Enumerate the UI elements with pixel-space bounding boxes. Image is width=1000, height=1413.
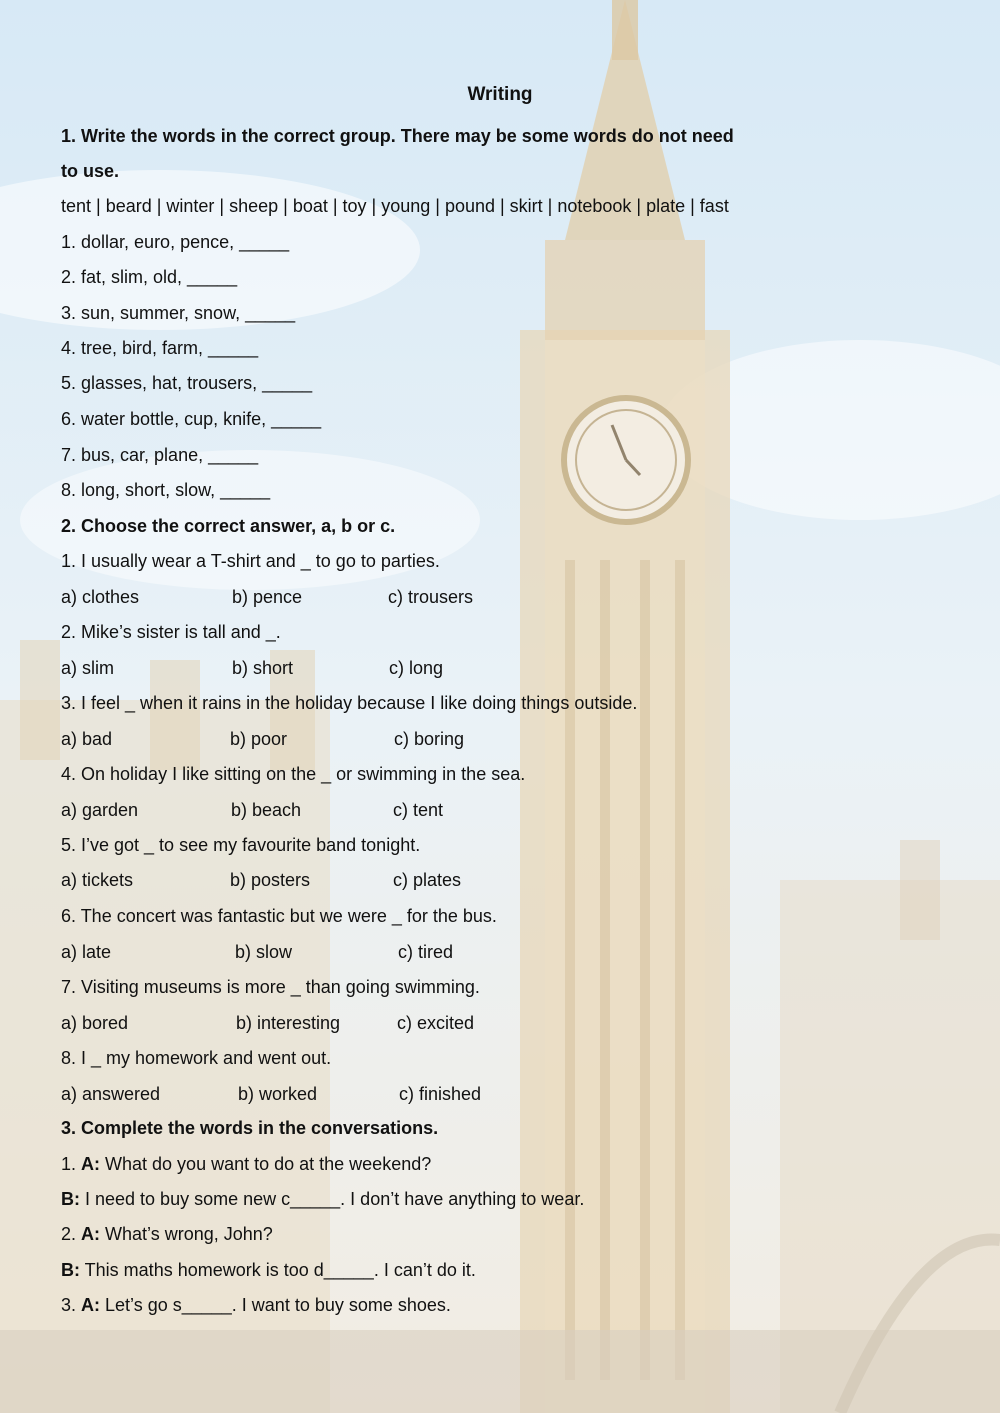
s3-line-5-speaker: A: <box>81 1295 101 1315</box>
section1-heading-line2: to use. <box>61 161 120 181</box>
s2-q1-option-c: c) trousers <box>388 587 474 607</box>
s1-item-7: 7. bus, car, plane, _____ <box>61 445 259 465</box>
s3-line-3 <box>61 1222 273 1246</box>
word-bank: tent | beard | winter | sheep | boat | toy | young | pound | skirt | notebook | plate | fast <box>61 196 729 216</box>
s2-q3-option-b: b) poor <box>230 729 288 749</box>
s3-line-3-speaker: A: <box>81 1224 101 1244</box>
s3-line-5 <box>61 1293 451 1317</box>
page-title: Writing <box>467 84 533 105</box>
s2-q8-option-c: c) finished <box>399 1084 482 1104</box>
s2-question-7: 7. Visiting museums is more _ than going swimming. <box>61 977 480 997</box>
s2-q6-option-c: c) tired <box>398 942 454 962</box>
s3-line-1 <box>61 1152 431 1176</box>
s3-line-3-prefix: 2. <box>61 1224 82 1244</box>
s1-item-6: 6. water bottle, cup, knife, _____ <box>61 409 322 429</box>
s2-question-1: 1. I usually wear a T-shirt and _ to go to parties. <box>61 551 440 571</box>
s2-q4-option-a: a) garden <box>61 800 139 820</box>
s2-q1-option-b: b) pence <box>232 587 303 607</box>
s2-q5-option-c: c) plates <box>393 870 462 890</box>
s2-q8-option-a: a) answered <box>61 1084 161 1104</box>
s2-q5-option-b: b) posters <box>230 870 311 890</box>
s2-q4-option-b: b) beach <box>231 800 302 820</box>
s2-q3-option-a: a) bad <box>61 729 113 749</box>
s1-item-5: 5. glasses, hat, trousers, _____ <box>61 373 313 393</box>
s2-q8-option-b: b) worked <box>238 1084 318 1104</box>
s2-q7-option-a: a) bored <box>61 1013 129 1033</box>
s1-item-1: 1. dollar, euro, pence, _____ <box>61 232 290 252</box>
section2-heading: 2. Choose the correct answer, a, b or c. <box>61 516 396 536</box>
s1-item-8: 8. long, short, slow, _____ <box>61 480 271 500</box>
s2-q2-option-b: b) short <box>232 658 294 678</box>
s1-item-3: 3. sun, summer, snow, _____ <box>61 303 296 323</box>
s3-line-2 <box>61 1187 584 1211</box>
s2-q6-option-a: a) late <box>61 942 112 962</box>
s2-question-8: 8. I _ my homework and went out. <box>61 1048 332 1068</box>
s3-line-2-text: I need to buy some new c_____. I don’t have anything to wear. <box>80 1189 585 1209</box>
s2-question-5: 5. I’ve got _ to see my favourite band tonight. <box>61 835 421 855</box>
s2-q6-option-b: b) slow <box>235 942 293 962</box>
s3-line-1-prefix: 1. <box>61 1154 82 1174</box>
s3-line-4-text: This maths homework is too d_____. I can’t do it. <box>80 1260 476 1280</box>
s3-line-2-speaker: B: <box>61 1189 80 1209</box>
section3-heading: 3. Complete the words in the conversations. <box>61 1118 439 1138</box>
s2-question-4: 4. On holiday I like sitting on the _ or swimming in the sea. <box>61 764 526 784</box>
s1-item-4: 4. tree, bird, farm, _____ <box>61 338 259 358</box>
s2-q7-option-c: c) excited <box>397 1013 475 1033</box>
s2-question-6: 6. The concert was fantastic but we were _ for the bus. <box>61 906 497 926</box>
s2-q3-option-c: c) boring <box>394 729 465 749</box>
s1-item-2: 2. fat, slim, old, _____ <box>61 267 238 287</box>
s2-question-2: 2. Mike’s sister is tall and _. <box>61 622 281 642</box>
s2-q5-option-a: a) tickets <box>61 870 134 890</box>
s2-q2-option-a: a) slim <box>61 658 114 678</box>
s3-line-1-text: What do you want to do at the weekend? <box>100 1154 432 1174</box>
s3-line-3-text: What’s wrong, John? <box>100 1224 273 1244</box>
s3-line-1-speaker: A: <box>81 1154 101 1174</box>
section1-heading-line1: 1. Write the words in the correct group. There may be some words do not need <box>61 126 734 146</box>
s2-q2-option-c: c) long <box>389 658 444 678</box>
s2-q4-option-c: c) tent <box>393 800 444 820</box>
s3-line-5-text: Let’s go s_____. I want to buy some shoes. <box>100 1295 451 1315</box>
s2-q1-option-a: a) clothes <box>61 587 140 607</box>
s3-line-4 <box>61 1258 476 1282</box>
s3-line-5-prefix: 3. <box>61 1295 82 1315</box>
s2-question-3: 3. I feel _ when it rains in the holiday because I like doing things outside. <box>61 693 638 713</box>
s2-q7-option-b: b) interesting <box>236 1013 341 1033</box>
s3-line-4-speaker: B: <box>61 1260 80 1280</box>
